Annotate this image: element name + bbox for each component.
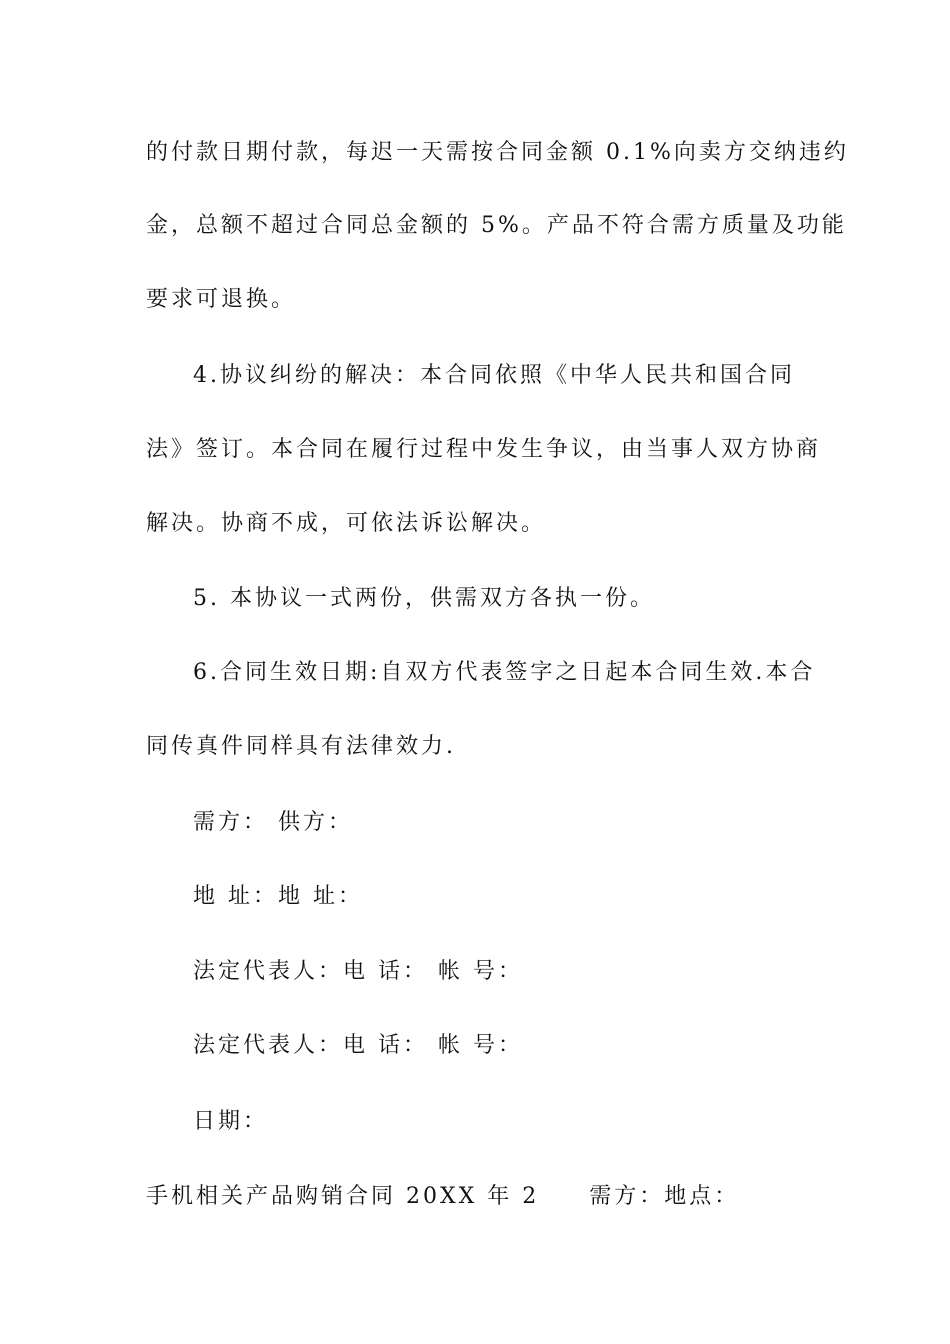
next-contract-heading bbox=[146, 1182, 739, 1212]
paragraph-line-1: 的付款日期付款，每迟一天需按合同金额 0.1%向卖方交纳违约 bbox=[146, 140, 849, 165]
paragraph-line-9: 同传真件同样具有法律效力. bbox=[146, 734, 456, 759]
paragraph-line-5: 法》签订。本合同在履行过程中发生争议，由当事人双方协商 bbox=[146, 437, 822, 462]
paragraph-line-6: 解决。协商不成，可依法诉讼解决。 bbox=[146, 511, 547, 536]
paragraph-line-7: 5. 本协议一式两份，供需双方各执一份。 bbox=[193, 586, 655, 611]
paragraph-line-4: 4.协议纠纷的解决：本合同依照《中华人民共和国合同 bbox=[193, 363, 795, 388]
signature-address: 地 址：地 址： bbox=[193, 884, 363, 909]
paragraph-line-2: 金，总额不超过合同总金额的 5%。产品不符合需方质量及功能 bbox=[146, 213, 847, 238]
signature-representative-1: 法定代表人：电 话： 帐 号： bbox=[193, 959, 523, 984]
next-contract-title: 手机相关产品购销合同 20XX 年 2 bbox=[146, 1184, 540, 1209]
signature-representative-2: 法定代表人：电 话： 帐 号： bbox=[193, 1033, 523, 1058]
signature-parties: 需方： 供方： bbox=[193, 810, 353, 835]
paragraph-line-8: 6.合同生效日期:自双方代表签字之日起本合同生效.本合 bbox=[193, 660, 816, 685]
paragraph-line-3: 要求可退换。 bbox=[146, 287, 297, 312]
next-contract-party-location: 需方：地点： bbox=[589, 1184, 740, 1209]
signature-date: 日期： bbox=[193, 1109, 269, 1134]
